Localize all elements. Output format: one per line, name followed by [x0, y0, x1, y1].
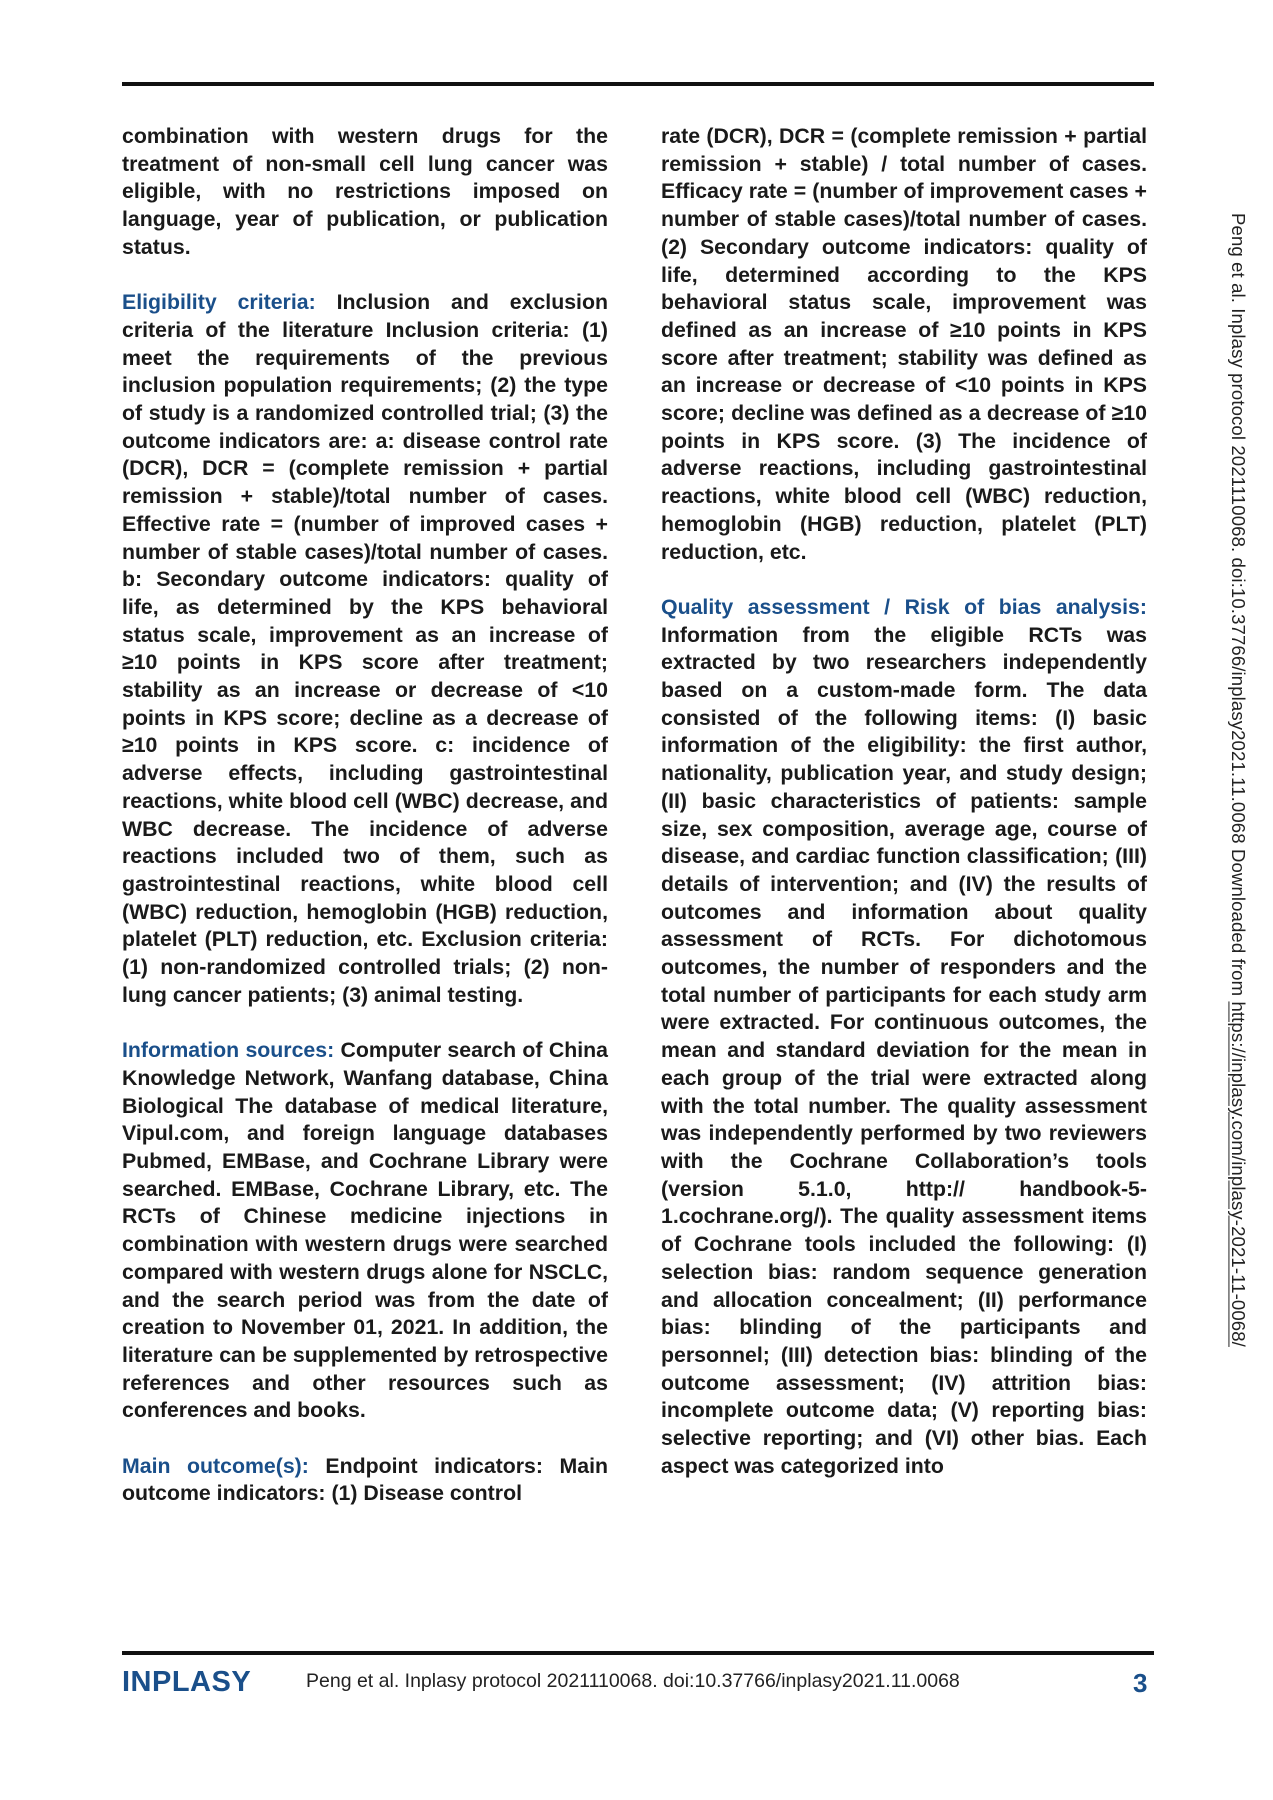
sidebar-link[interactable]: https://inplasy.com/inplasy-2021-11-0068/ — [1228, 1001, 1249, 1347]
eligibility-heading: Eligibility criteria: — [122, 290, 316, 315]
outcome-heading: Main outcome(s): — [122, 1453, 309, 1478]
paragraph-text: rate (DCR), DCR = (complete remission + partial remission + stable) / total number of cases. Efficacy rate = (number of improvement cases + number of stable cases)/total number of cases. (2) Secondary outcome indicators: quality of life, determined according to the KPS behavioral status scale, improvement was defined as an increase of ≥10 points in KPS score after treatment; stability was defined as an increase or decrease of <10 points in KPS score; decline was defined as a decrease of ≥10 points in KPS score. (3) The incidence of adverse reactions, including gastrointestinal reactions, white blood cell (WBC) reduction, hemoglobin (HGB) reduction, platelet (PLT) reduction, etc. — [661, 124, 1147, 564]
left-column — [122, 123, 608, 1508]
sources-text: Computer search of China Knowledge Network, Wanfang database, China Biological The database of medical literature, Vipul.com, and foreign language databases Pubmed, EMBase, and Cochrane Library were searched. EMBase, Cochrane Library, etc. The RCTs of Chinese medicine injections in combination with western drugs were searched compared with western drugs alone for NSCLC, and the search period was from the date of creation to November 01, 2021. In addition, the literature can be supplemented by retrospective references and other resources such as conferences and books. — [122, 1038, 608, 1423]
download-sidebar — [1227, 213, 1249, 1347]
paragraph-eligibility — [122, 289, 608, 1009]
paragraph-sources — [122, 1037, 608, 1425]
footer-brand-logo: INPLASY — [122, 1666, 252, 1698]
right-column — [661, 123, 1147, 1480]
paragraph-outcome — [122, 1453, 608, 1508]
bottom-rule — [122, 1651, 1154, 1655]
paragraph-outcome-continued — [661, 123, 1147, 566]
footer-citation: Peng et al. Inplasy protocol 2021110068. doi:10.37766/inplasy2021.11.0068 — [306, 1670, 960, 1692]
paragraph-eligible-intro — [122, 123, 608, 262]
quality-heading: Quality assessment / Risk of bias analysis: — [661, 594, 1147, 619]
page-number: 3 — [1133, 1668, 1148, 1698]
sources-heading: Information sources: — [122, 1038, 335, 1063]
outcome-text: Endpoint indicators: Main outcome indicators: (1) Disease control — [122, 1453, 608, 1506]
sidebar-text: Peng et al. Inplasy protocol 2021110068. doi:10.37766/inplasy2021.11.0068 Downloaded from — [1228, 213, 1249, 1002]
paragraph-text: combination with western drugs for the treatment of non-small cell lung cancer was eligible, with no restrictions imposed on language, year of publication, or publication status. — [122, 124, 608, 259]
paragraph-quality — [661, 594, 1147, 1481]
quality-text: Information from the eligible RCTs was extracted by two researchers independently based on a custom-made form. The data consisted of the following items: (I) basic information of the eligibility: the first author, nationality, publication year, and study design; (II) basic characteristics of patients: sample size, sex composition, average age, course of disease, and cardiac function classification; (III) details of intervention; and (IV) the results of outcomes and information about quality assessment of RCTs. For dichotomous outcomes, the number of responders and the total number of participants for each study arm were extracted. For continuous outcomes, the mean and standard deviation for the mean in each group of the trial were extracted along with the total number. The quality assessment was independently performed by two reviewers with the Cochrane Collaboration’s tools (version 5.1.0, http:// handbook-5-1.cochrane.org/). The quality assessment items of Cochrane tools included the following: (I) selection bias: random sequence generation and allocation concealment; (II) performance bias: blinding of the participants and personnel; (III) detection bias: blinding of the outcome assessment; (IV) attrition bias: incomplete outcome data; (V) reporting bias: selective reporting; and (VI) other bias. Each aspect was categorized into — [661, 622, 1147, 1478]
eligibility-text: Inclusion and exclusion criteria of the literature Inclusion criteria: (1) meet the requirements of the previous inclusion population requirements; (2) the type of study is a randomized controlled trial; (3) the outcome indicators are: a: disease control rate (DCR), DCR = (complete remission + partial remission + stable)/total number of cases. Effective rate = (number of improved cases + number of stable cases)/total number of cases. b: Secondary outcome indicators: quality of life, as determined by the KPS behavioral status scale, improvement as an increase of ≥10 points in KPS score after treatment; stability as an increase or decrease of <10 points in KPS score; decline as a decrease of ≥10 points in KPS score. c: incidence of adverse effects, including gastrointestinal reactions, white blood cell (WBC) decrease, and WBC decrease. The incidence of adverse reactions included two of them, such as gastrointestinal reactions, white blood cell (WBC) reduction, hemoglobin (HGB) reduction, platelet (PLT) reduction, etc. Exclusion criteria: (1) non-randomized controlled trials; (2) non-lung cancer patients; (3) animal testing. — [122, 290, 608, 1007]
top-rule — [122, 82, 1154, 86]
